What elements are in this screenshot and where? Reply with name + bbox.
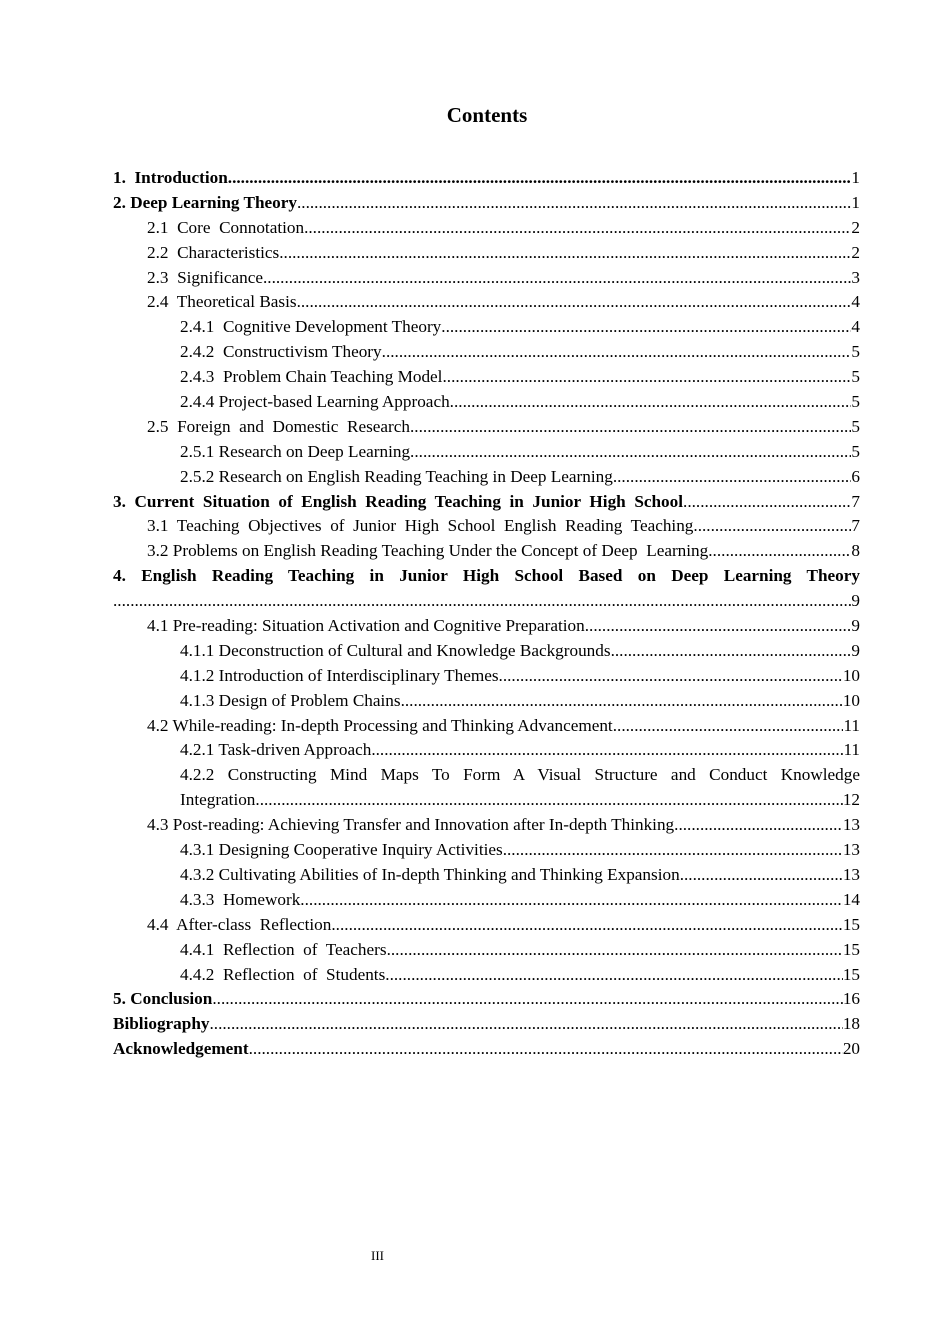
toc-entry-page-number: 5 <box>851 342 860 362</box>
toc-entry[interactable] <box>113 415 860 440</box>
toc-entry-page-number: 8 <box>851 541 860 561</box>
toc-entry-label: 3.2 Problems on English Reading Teaching Under the Concept of Deep Learning <box>147 541 709 561</box>
toc-entry[interactable] <box>113 913 860 938</box>
toc-entry[interactable] <box>113 987 860 1012</box>
toc-entry-page-number: 2 <box>851 217 860 237</box>
toc-entry-label: 4.3.3 Homework <box>180 889 301 909</box>
toc-leader-dots <box>371 738 843 763</box>
toc-leader-dots <box>401 689 843 714</box>
toc-entry[interactable] <box>113 514 860 539</box>
toc-leader-dots <box>613 714 844 739</box>
toc-entry-page-number: 20 <box>842 1039 860 1059</box>
toc-entry-page-number: 10 <box>842 690 860 710</box>
toc-leader-dots <box>228 166 852 191</box>
toc-entry-label: 2. Deep Learning Theory <box>113 192 297 212</box>
toc-leader-dots <box>585 614 852 639</box>
toc-entry-page-number: 9 <box>851 591 860 611</box>
toc-entry-page-number: 5 <box>851 367 860 387</box>
toc-entry[interactable] <box>113 714 860 739</box>
toc-leader-dots <box>442 365 851 390</box>
toc-leader-dots <box>680 863 843 888</box>
toc-entry-label: 2.5.2 Research on English Reading Teaching in Deep Learning <box>180 466 613 486</box>
toc-entry-label: 5. Conclusion <box>113 989 213 1009</box>
toc-entry-page-number: 15 <box>842 914 860 934</box>
toc-entry-page-number: 11 <box>843 740 860 760</box>
toc-entry[interactable] <box>113 266 860 291</box>
toc-entry-page-number: 1 <box>851 192 860 212</box>
toc-leader-dots <box>297 191 851 216</box>
toc-entry-page-number: 5 <box>851 392 860 412</box>
toc-entry-page-number: 13 <box>842 815 860 835</box>
toc-entry[interactable] <box>113 216 860 241</box>
toc-leader-dots <box>693 514 851 539</box>
toc-entry-page-number: 3 <box>851 267 860 287</box>
toc-entry-label: 4.3.2 Cultivating Abilities of In-depth Thinking and Thinking Expansion <box>180 864 680 884</box>
toc-entry-label: 3.1 Teaching Objectives of Junior High School English Reading Teaching <box>147 516 694 536</box>
toc-entry-page-number: 16 <box>842 989 860 1009</box>
toc-leader-dots <box>263 266 851 291</box>
toc-entry-page-number: 14 <box>842 889 860 909</box>
toc-entry-page-number: 4 <box>851 317 860 337</box>
toc-entry-label: 2.5 Foreign and Domestic Research <box>147 416 410 436</box>
toc-entry-label: 4.3.1 Designing Cooperative Inquiry Activities <box>180 840 503 860</box>
toc-leader-dots <box>297 290 852 315</box>
toc-leader-dots <box>279 241 851 266</box>
toc-entry-label: 2.4.2 Constructivism Theory <box>180 342 382 362</box>
toc-entry[interactable] <box>113 639 860 664</box>
toc-entry-label: 2.4.1 Cognitive Development Theory <box>180 317 442 337</box>
toc-entry-label: Acknowledgement <box>113 1039 249 1059</box>
toc-leader-dots <box>387 938 843 963</box>
toc-entry[interactable] <box>113 763 860 788</box>
toc-leader-dots <box>300 888 843 913</box>
toc-entry-page-number: 6 <box>851 466 860 486</box>
toc-entry[interactable] <box>113 664 860 689</box>
toc-entry[interactable] <box>113 440 860 465</box>
toc-entry[interactable] <box>113 490 860 515</box>
toc-entry-page-number: 10 <box>842 665 860 685</box>
toc-entry-page-number: 15 <box>842 964 860 984</box>
toc-entry[interactable] <box>113 788 860 813</box>
toc-entry[interactable] <box>113 838 860 863</box>
toc-entry-label: 2.4.3 Problem Chain Teaching Model <box>180 367 443 387</box>
toc-entry-label: 4.4 After-class Reflection <box>147 914 332 934</box>
toc-leader-dots <box>255 788 842 813</box>
toc-entry-label: 2.4.4 Project-based Learning Approach <box>180 392 450 412</box>
toc-entry-label: 2.4 Theoretical Basis <box>147 292 297 312</box>
toc-entry[interactable] <box>113 738 860 763</box>
toc-entry-page-number: 13 <box>842 864 860 884</box>
toc-entry-label: Integration <box>180 790 256 810</box>
toc-entry-label: 2.2 Characteristics <box>147 242 280 262</box>
toc-leader-dots <box>611 639 852 664</box>
toc-entry-page-number: 5 <box>851 416 860 436</box>
toc-entry-page-number: 13 <box>842 840 860 860</box>
toc-entry-label: 2.5.1 Research on Deep Learning <box>180 441 411 461</box>
toc-entry-page-number: 5 <box>851 441 860 461</box>
toc-leader-dots <box>410 415 851 440</box>
toc-entry[interactable] <box>113 241 860 266</box>
toc-entry[interactable] <box>113 564 860 589</box>
toc-entry-page-number: 9 <box>851 640 860 660</box>
toc-entry-page-number: 4 <box>851 292 860 312</box>
toc-entry[interactable] <box>113 539 860 564</box>
toc-entry-label: 4.1.3 Design of Problem Chains <box>180 690 401 710</box>
toc-leader-dots <box>410 440 851 465</box>
toc-leader-dots <box>209 1012 842 1037</box>
toc-entry-label: 4.2 While-reading: In-depth Processing and Thinking Advancement <box>147 715 613 735</box>
toc-entry[interactable] <box>113 938 860 963</box>
toc-leader-dots <box>708 539 851 564</box>
toc-entry[interactable] <box>113 465 860 490</box>
toc-entry[interactable] <box>113 290 860 315</box>
toc-entry[interactable] <box>113 963 860 988</box>
toc-entry-label: 4.4.1 Reflection of Teachers <box>180 939 387 959</box>
toc-entry[interactable] <box>113 390 860 415</box>
toc-leader-dots <box>441 315 851 340</box>
toc-leader-dots <box>249 1037 843 1062</box>
toc-entry-page-number: 7 <box>851 516 860 536</box>
toc-entry[interactable] <box>113 166 860 191</box>
toc-entry[interactable] <box>113 340 860 365</box>
toc-entry-label: 3. Current Situation of English Reading Teaching in Junior High School <box>113 491 684 511</box>
toc-leader-dots <box>674 813 843 838</box>
toc-leader-dots <box>382 340 852 365</box>
toc-leader-dots <box>212 987 842 1012</box>
toc-entry[interactable] <box>113 689 860 714</box>
toc-entry-page-number: 11 <box>843 715 860 735</box>
toc-entry-label: 4.4.2 Reflection of Students <box>180 964 386 984</box>
page-number-footer: III <box>371 1248 384 1263</box>
toc-entry-page-number: 1 <box>851 168 860 187</box>
toc-entry-label: Bibliography <box>113 1014 210 1034</box>
toc-entry-label: 1. Introduction <box>113 168 228 187</box>
table-of-contents <box>113 166 860 1062</box>
toc-entry-page-number: 18 <box>842 1014 860 1034</box>
page-title: Contents <box>446 103 528 127</box>
toc-entry-page-number: 9 <box>851 616 860 636</box>
toc-leader-dots <box>450 390 852 415</box>
toc-entry-label: 4.2.1 Task-driven Approach <box>180 740 372 760</box>
toc-entry-page-number: 12 <box>842 790 860 810</box>
toc-entry-label: 4.1.2 Introduction of Interdisciplinary Themes <box>180 665 499 685</box>
toc-entry-label: 4.1 Pre-reading: Situation Activation and Cognitive Preparation <box>147 616 585 636</box>
toc-entry[interactable] <box>113 813 860 838</box>
toc-entry[interactable] <box>113 1037 860 1062</box>
toc-entry[interactable] <box>113 888 860 913</box>
toc-entry-page-number: 2 <box>851 242 860 262</box>
toc-entry[interactable] <box>113 589 860 614</box>
toc-entry[interactable] <box>113 315 860 340</box>
toc-entry[interactable] <box>113 863 860 888</box>
toc-entry-page-number: 7 <box>851 491 860 511</box>
toc-leader-dots <box>304 216 851 241</box>
toc-leader-dots <box>113 589 851 614</box>
toc-entry[interactable] <box>113 191 860 216</box>
toc-leader-dots <box>499 664 843 689</box>
toc-leader-dots <box>613 465 852 490</box>
toc-leader-dots <box>503 838 843 863</box>
toc-entry-label: 4.1.1 Deconstruction of Cultural and Knowledge Backgrounds <box>180 640 611 660</box>
toc-entry-label: 2.1 Core Connotation <box>147 217 305 237</box>
toc-entry-page-number: 15 <box>842 939 860 959</box>
toc-leader-dots <box>331 913 842 938</box>
toc-entry-label: 2.3 Significance <box>147 267 263 287</box>
toc-entry-label: 4.3 Post-reading: Achieving Transfer and Innovation after In-depth Thinking <box>147 815 675 835</box>
toc-entry[interactable] <box>113 1012 860 1037</box>
toc-entry-label: 4. English Reading Teaching in Junior High School Based on Deep Learning Theory <box>113 566 860 586</box>
toc-entry[interactable] <box>113 614 860 639</box>
toc-leader-dots <box>385 963 843 988</box>
toc-entry-label: 4.2.2 Constructing Mind Maps To Form A Visual Structure and Conduct Knowledge <box>180 765 860 785</box>
toc-entry[interactable] <box>113 365 860 390</box>
toc-leader-dots <box>683 490 851 515</box>
